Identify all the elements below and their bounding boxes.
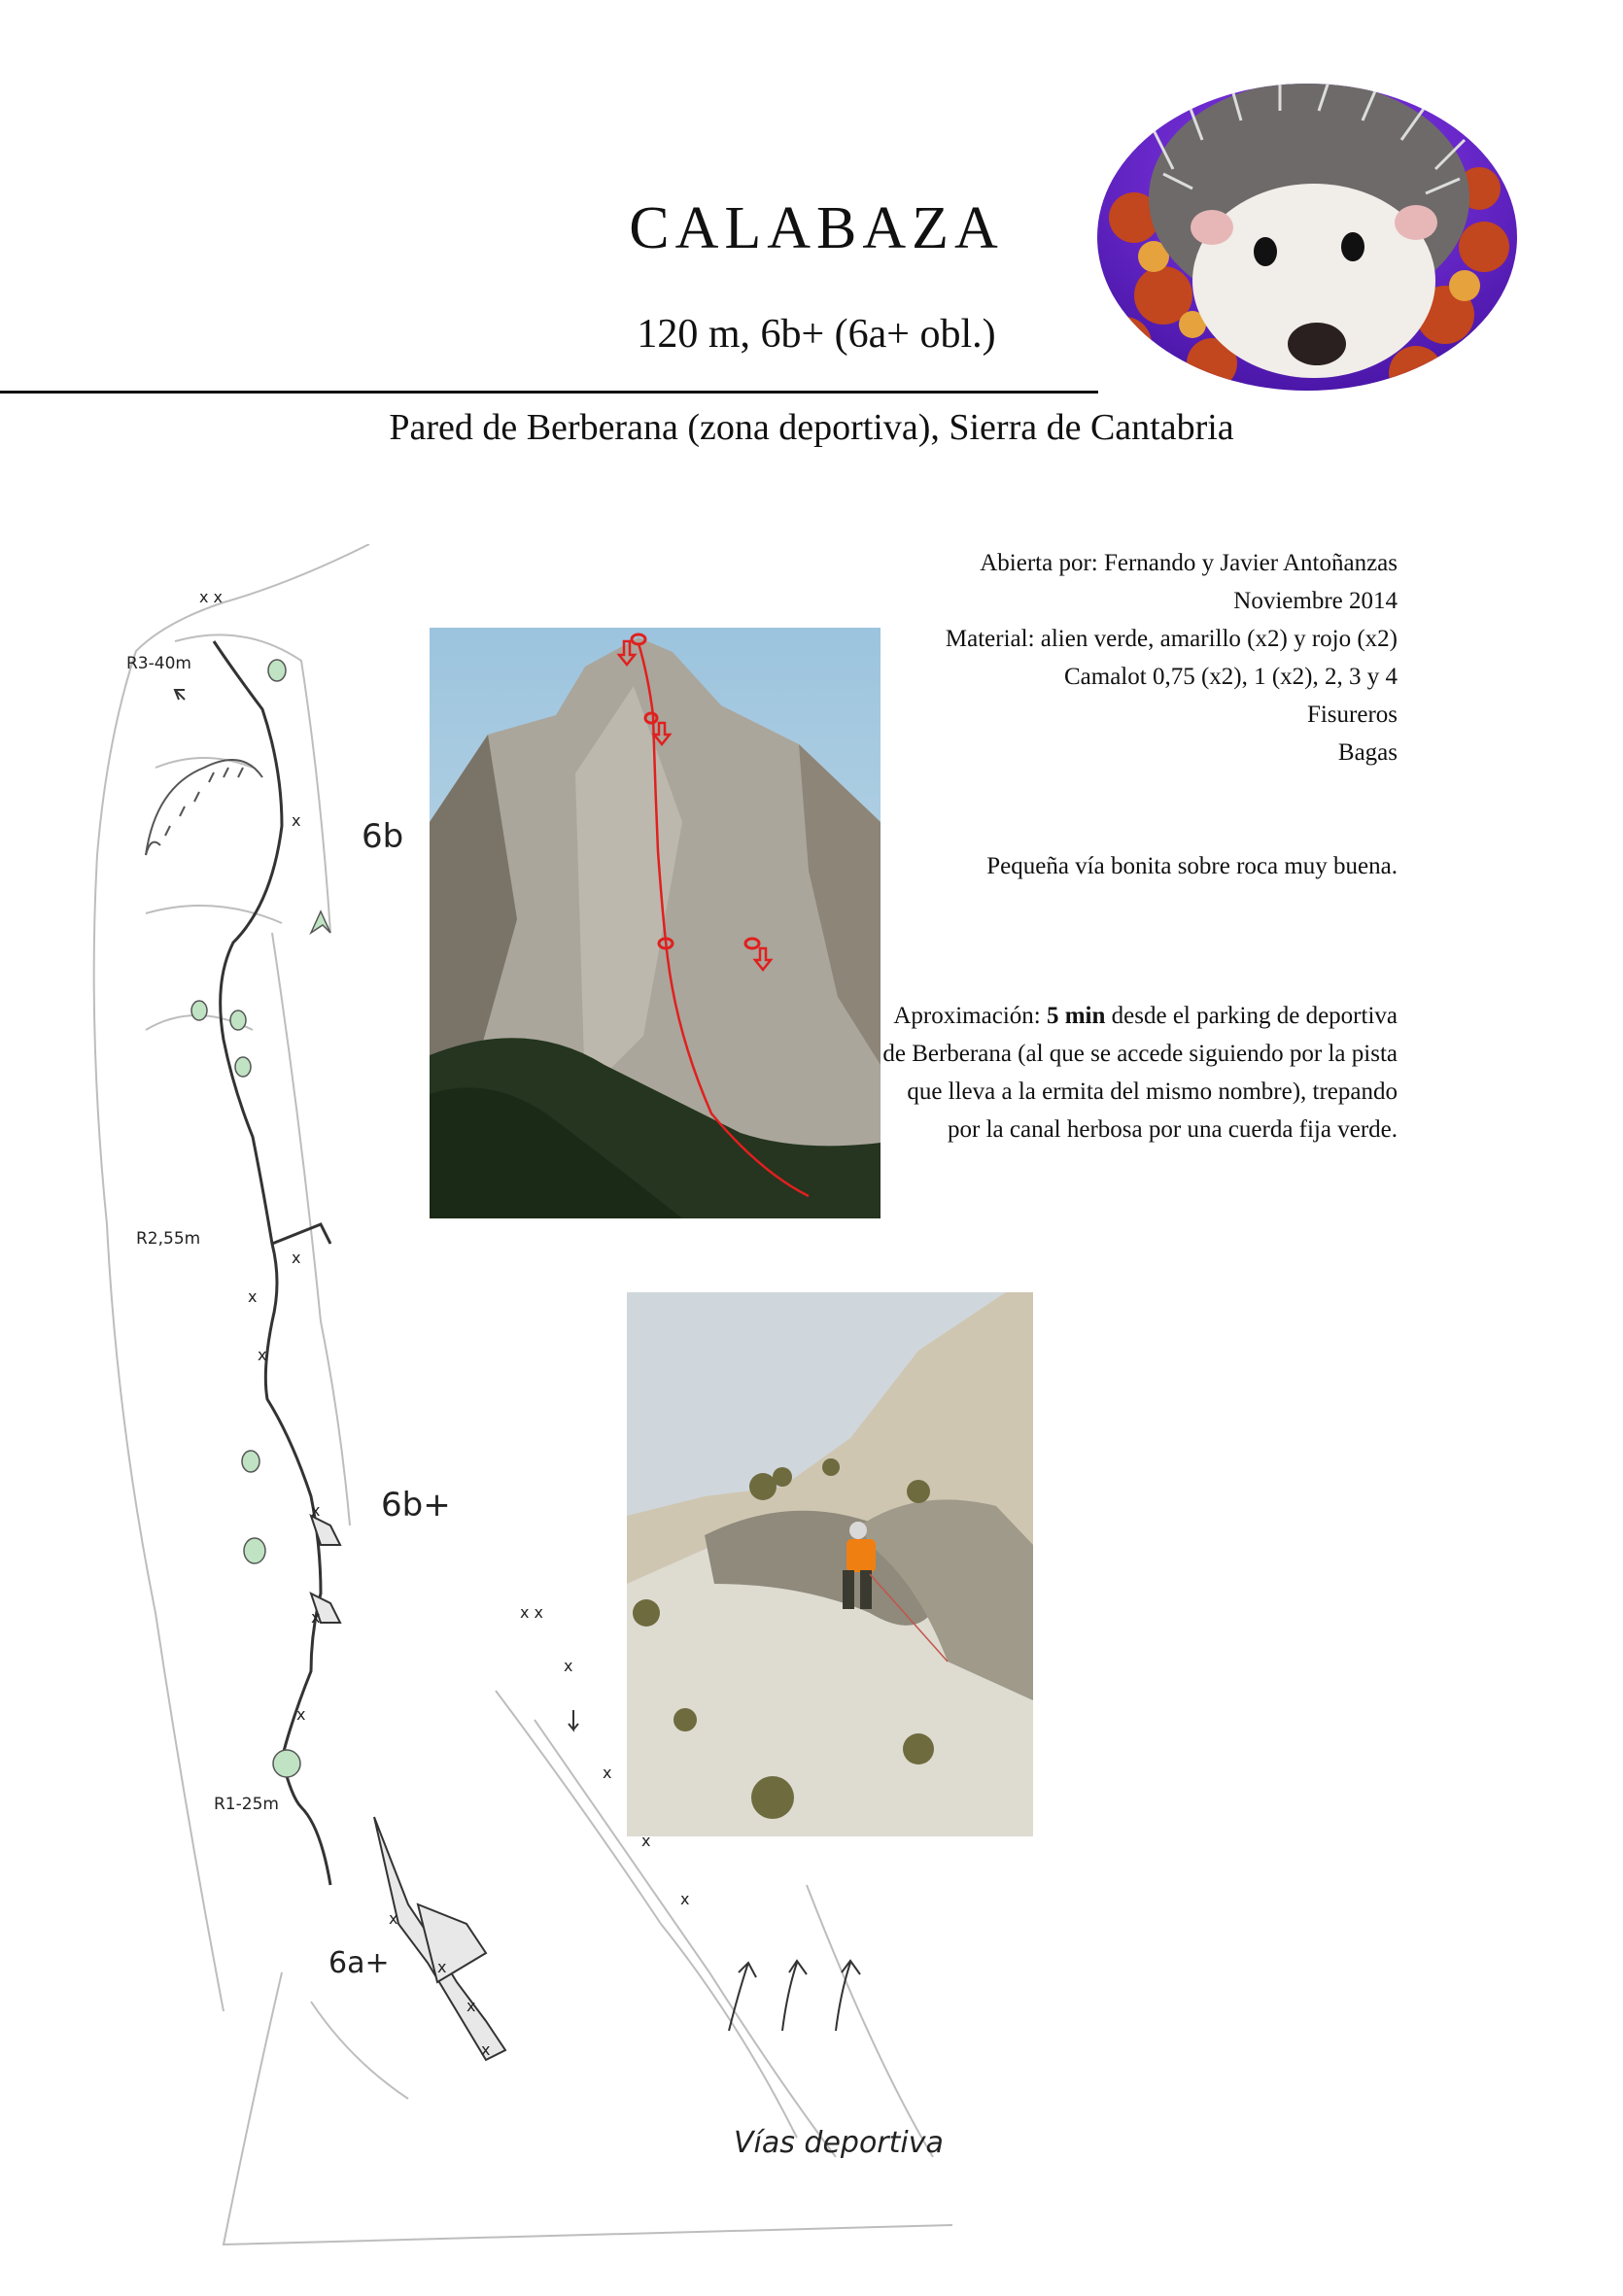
approach-label: Aproximación: [893, 1003, 1047, 1029]
route-title: CALABAZA [629, 195, 1004, 261]
material-line-4: Bagas [1337, 739, 1398, 766]
svg-text:x: x [564, 1657, 573, 1675]
svg-text:x x: x x [520, 1603, 544, 1622]
approach-body: desde el parking de deportiva de Berberana (al que se accede siguiendo por la pista que lleva a la ermita del mismo nombre), trepando por la canal herbosa por una cuerda fija verde. [882, 1003, 1398, 1143]
svg-text:x: x [466, 1997, 476, 2015]
topo-grade-low: 6a+ [328, 1946, 390, 1980]
svg-text:x: x [248, 1287, 258, 1306]
route-location: Pared de Berberana (zona deportiva), Sierra de Cantabria [389, 407, 1234, 448]
topo-sport-routes-label: Vías deportiva [734, 2126, 944, 2160]
svg-text:x: x [389, 1909, 398, 1928]
hedgehog-image [1095, 82, 1519, 393]
title-divider [0, 391, 1098, 394]
svg-text:x: x [481, 2040, 491, 2059]
opened-by: Abierta por: Fernando y Javier Antoñanzas [980, 550, 1398, 576]
topo-grade-mid: 6b+ [381, 1486, 451, 1525]
route-length-grade: 120 m, 6b+ (6a+ obl.) [637, 312, 996, 357]
svg-text:x: x [292, 811, 301, 830]
topo-belay-2: R2,55m [136, 1229, 201, 1249]
svg-text:x: x [641, 1832, 651, 1850]
material-line-2: Camalot 0,75 (x2), 1 (x2), 2, 3 y 4 [1063, 664, 1398, 690]
svg-text:x: x [311, 1608, 321, 1627]
opened-date: Noviembre 2014 [1233, 588, 1398, 614]
topo-belay-1: R1-25m [214, 1795, 279, 1814]
svg-text:x x: x x [199, 588, 224, 606]
svg-text:x: x [292, 1249, 301, 1267]
topo-sketch [0, 544, 972, 2254]
svg-text:x: x [311, 1501, 321, 1520]
svg-text:x: x [603, 1764, 612, 1782]
svg-text:x: x [258, 1346, 267, 1364]
svg-text:x: x [296, 1705, 306, 1724]
material-line-3: Fisureros [1306, 702, 1398, 728]
approach-time: 5 min [1046, 1003, 1106, 1029]
route-description: Pequeña vía bonita sobre roca muy buena. [986, 853, 1398, 879]
material-line-1: Material: alien verde, amarillo (x2) y rojo (x2) [945, 626, 1398, 652]
svg-text:x: x [437, 1958, 447, 1976]
topo-grade-top: 6b [362, 817, 404, 856]
topo-belay-3: R3-40m [126, 654, 191, 673]
svg-text:x: x [680, 1890, 690, 1908]
